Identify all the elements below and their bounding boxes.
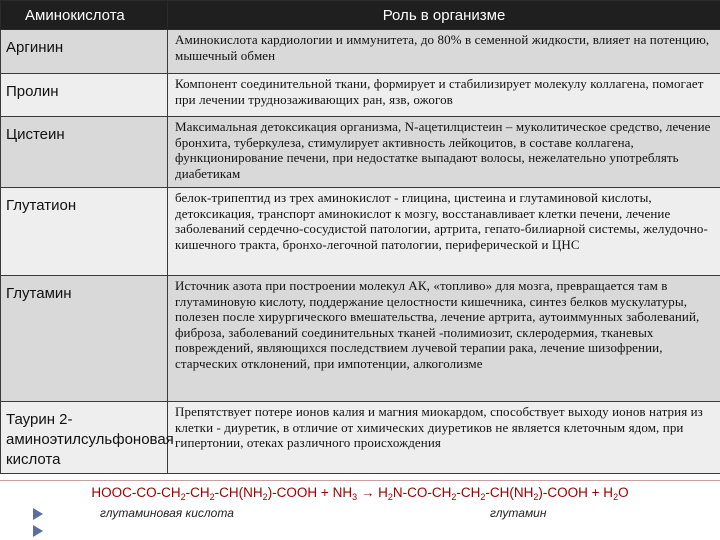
table-header-row <box>1 1 720 30</box>
caption-glutamic-acid: глутаминовая кислота <box>100 506 234 520</box>
table-row <box>1 74 720 117</box>
amino-acid-name: Пролин <box>1 74 168 117</box>
amino-acid-name: Аргинин <box>1 30 168 74</box>
table-row <box>1 30 720 74</box>
reaction-formula <box>0 480 720 506</box>
table-row <box>1 402 720 474</box>
header-amino-acid: Аминокислота <box>1 1 168 30</box>
amino-acid-role: Источник азота при построении молекул АК, «топливо» для мозга, превращается там в глутаминовую кислоту, поддержание целостности кишечника, синтез белков мускулатуры, полезен после хирургического вмешательства, лечение артрита, аутоиммунных заболеваний, фиброза, заболеваний соединительных тканей -полимиозит, склеродермия, тканевых повреждений, являющихся последствием лучевой терапии рака, лечение шизофрении, старческих отклонений, при импотенции, алкоголизме <box>168 276 720 402</box>
amino-acid-role: Компонент соединительной ткани, формирует и стабилизирует молекулу коллагена, помогает при лечении труднозаживающих ран, язв, ожогов <box>168 74 720 117</box>
amino-acid-role: Аминокислота кардиологии и иммунитета, до 80% в семенной жидкости, влияет на потенцию, мышечный обмен <box>168 30 720 74</box>
caption-glutamine: глутамин <box>490 506 547 520</box>
table-row <box>1 276 720 402</box>
amino-acid-role: Максимальная детоксикация организма, N-ацетилцистеин – муколитическое средство, лечение бронхита, туберкулеза, стимулирует активность лейкоцитов, в составе коллагена, функционирование печени, при недостатке выпадают волосы, нежелательно употреблять диабетикам <box>168 117 720 188</box>
header-role: Роль в организме <box>168 1 720 30</box>
bullet-arrow-icon <box>33 508 43 520</box>
amino-acid-role: Препятствует потере ионов калия и магния миокардом, способствует выходу ионов натрия из клетки - диуретик, в отличие от химических диуретиков не является клеточным ядом, при гипертонии, отеках различного происхождения <box>168 402 720 474</box>
bullet-arrow-icon <box>33 525 43 537</box>
formula-reactant: HOOC-$CO-CH_2-CH_2-CH(NH_2)$-COOH + $NH_3$ <box>91 485 358 502</box>
amino-acid-role: белок-трипептид из трех аминокислот - глицина, цистеина и глутаминовой кислоты, детоксикация, транспорт аминокислот к мозгу, восстанавливает клетки печени, лечение заболеваний сердечно-сосудистой патологии, артрита, гепато-билиарной системы, желудочно-кишечного тракта, бронхо-легочной патологии, периферической и ЦНС <box>168 188 720 276</box>
table-row <box>1 188 720 276</box>
table-row <box>1 117 720 188</box>
amino-acid-name: Цистеин <box>1 117 168 188</box>
amino-acid-name: Таурин 2-аминоэтилсульфоновая кислота <box>1 402 168 474</box>
formula-product: $H_2N-CO-CH_2-CH_2-CH(NH_2)$-COOH + $H_2O$ <box>378 485 629 502</box>
formula-arrow: → <box>360 485 375 500</box>
amino-acid-name: Глутатион <box>1 188 168 276</box>
amino-acid-name: Глутамин <box>1 276 168 402</box>
